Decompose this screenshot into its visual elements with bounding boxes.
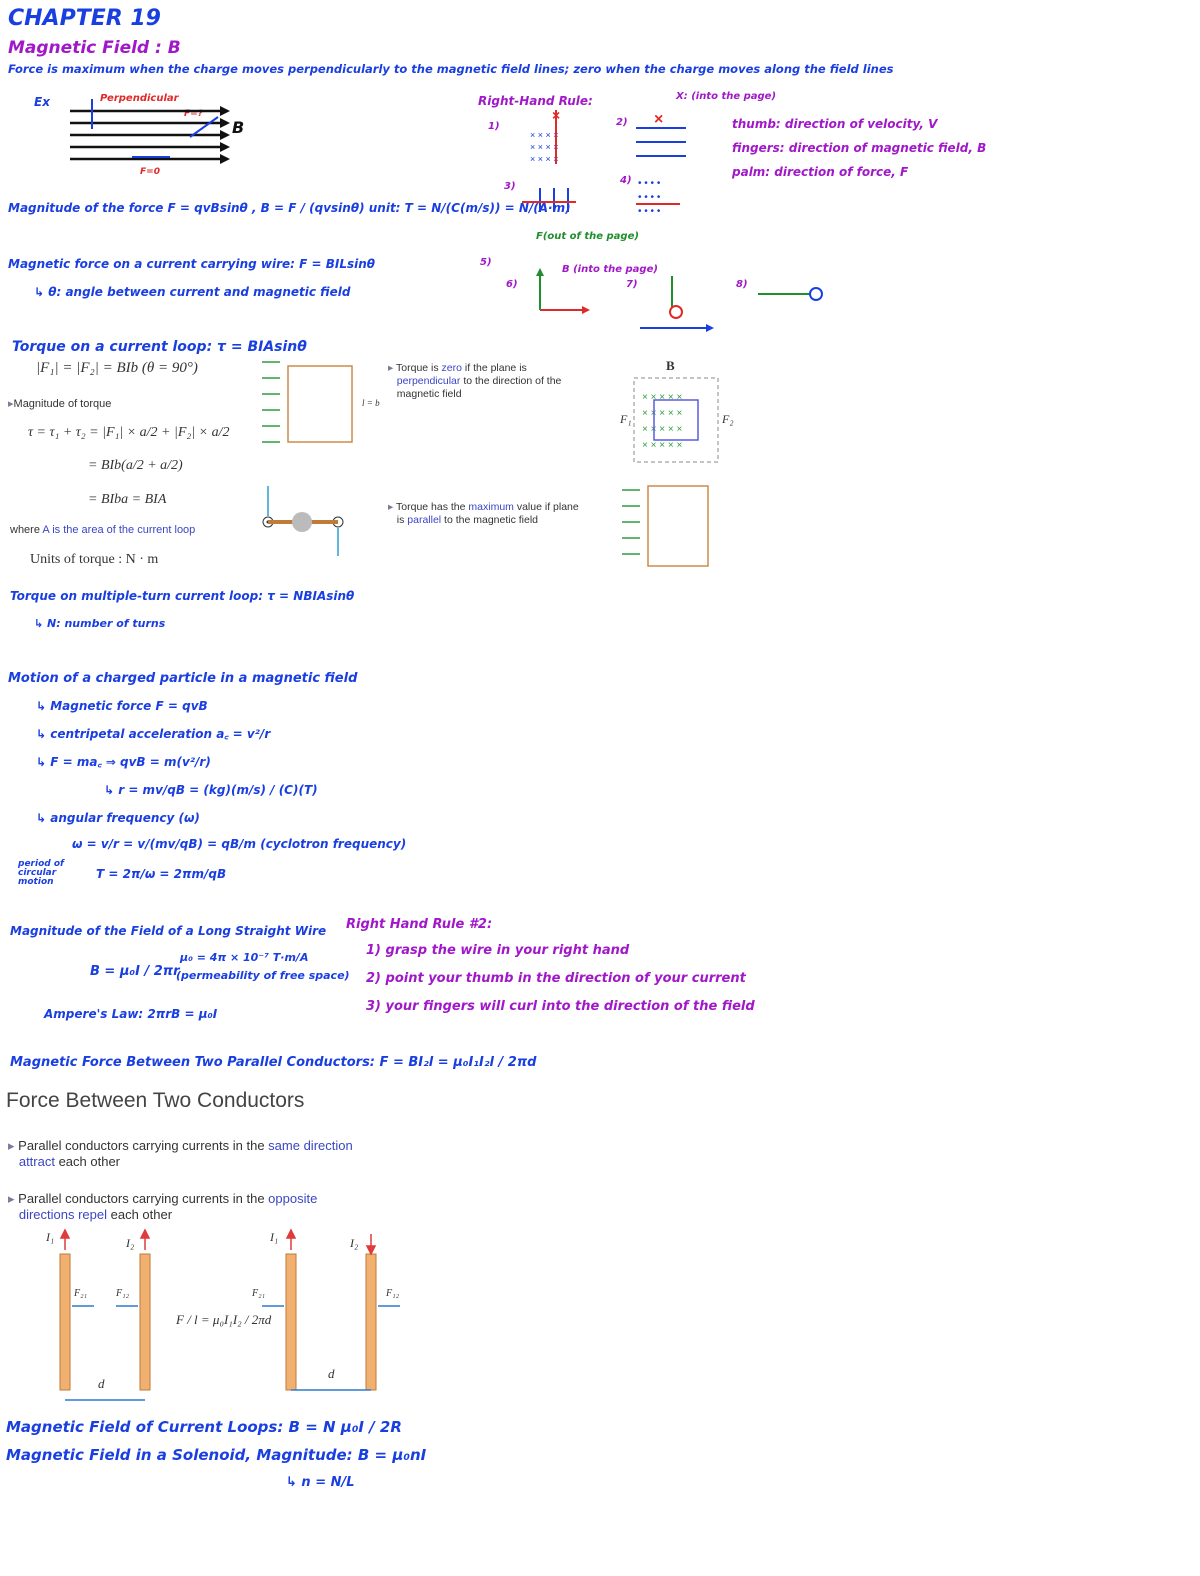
- b2-hl: opposite: [268, 1191, 318, 1206]
- torque-area-note: [10, 524, 195, 538]
- loops-l1: Magnetic Field of Current Loops: B = N μ₀I / 2R: [6, 1418, 402, 1436]
- ampere-law: Ampere's Law: 2πrB = μ₀I: [44, 1007, 218, 1021]
- area-prefix: where: [10, 524, 43, 536]
- f-max-label: F=?: [184, 109, 203, 119]
- zero-note-3: perpendicular: [396, 375, 461, 388]
- loops-l2: Magnetic Field in a Solenoid, Magnitude: B = μ₀nI: [6, 1446, 427, 1464]
- i1-right: I₁: [270, 1230, 279, 1244]
- rhr-ex2: 2): [616, 117, 628, 128]
- rhr-ex5: 5): [480, 257, 492, 268]
- motion-l2: ↳ centripetal acceleration a꜀ = v²/r: [36, 727, 271, 741]
- parallel-formula: F / l = μ₀I₁I₂ / 2πd: [176, 1312, 272, 1327]
- b-in-label: B: [666, 358, 675, 373]
- zero-note-5: magnetic field: [396, 388, 462, 401]
- rhr-diagrams: [500, 108, 880, 338]
- svg-text:× × × × ×: × × × × ×: [642, 424, 683, 435]
- svg-text:× × × ×: × × × ×: [530, 142, 559, 152]
- motion-l4: ↳ r = mv/qB = (kg)(m/s) / (C)(T): [104, 783, 318, 797]
- rhr-ex7: 7): [626, 279, 638, 290]
- max-note-4: parallel: [407, 514, 442, 527]
- svg-text:× × × × ×: × × × × ×: [642, 408, 683, 419]
- svg-text:• • • •: • • • •: [638, 178, 661, 189]
- svg-text:×: ×: [654, 111, 664, 128]
- loop-parallel-diagram: [618, 478, 718, 570]
- i2-right: I₂: [350, 1236, 359, 1250]
- force-magnitude: Magnitude of the force F = qvBsinθ , B = F / (qvsinθ) unit: T = N/(C(m/s)) = N/(A·m): [8, 201, 571, 215]
- rhr-into-page: X: (into the page): [676, 91, 777, 102]
- motion-period-label: period of circular motion: [18, 859, 64, 887]
- svg-text:• • • •: • • • •: [638, 192, 661, 203]
- rhr-fingers: fingers: direction of magnetic field, B: [732, 141, 987, 155]
- field-lines-diagram: [60, 95, 240, 175]
- example-label: Ex: [34, 95, 50, 109]
- force-note: Force is maximum when the charge moves perpendicularly to the magnetic field lines; zero when the charge moves along the field lines: [8, 62, 894, 76]
- f21-right: F₂₁: [252, 1288, 266, 1299]
- rhr2-title: Right Hand Rule #2:: [346, 917, 493, 932]
- svg-text:× × × ×: × × × ×: [530, 130, 559, 140]
- torque-zero-note: [388, 362, 561, 401]
- b2-hl2: directions repel: [18, 1207, 107, 1223]
- motion-l7: T = 2π/ω = 2πm/qB: [96, 867, 227, 881]
- torque-eq3: = BIb(a/2 + a/2): [88, 458, 183, 473]
- wire-field-perm: (permeability of free space): [176, 969, 350, 982]
- rhr2-step3: 3) your fingers will curl into the direction of the field: [366, 999, 755, 1014]
- zero-note-2: if the plane is: [461, 362, 527, 374]
- max-note-2: value if plane: [513, 501, 579, 513]
- max-note-1: Torque has the: [396, 501, 469, 513]
- parallel-bullet-2: [8, 1191, 317, 1224]
- f12-left: F₁₂: [116, 1288, 130, 1299]
- b1-hl2: attract: [18, 1154, 55, 1170]
- f21-left: F₂₁: [74, 1288, 88, 1299]
- loop-side-diagram: [258, 480, 378, 560]
- torque-eq2: τ = τ₁ + τ₂ = |F₁| × a/2 + |F₂| × a/2: [28, 425, 230, 440]
- rhr2-step1: 1) grasp the wire in your right hand: [366, 943, 630, 958]
- rhr-ex8: 8): [736, 279, 748, 290]
- f-zero-label: F=0: [140, 167, 160, 177]
- section-title-magnetic-field: Magnetic Field : B: [8, 38, 181, 58]
- b-field-label: B: [232, 118, 245, 137]
- wire-field-mu: μ₀ = 4π × 10⁻⁷ T·m/A: [180, 951, 309, 964]
- b-in-diagram: [632, 376, 722, 466]
- multi-turn-title: Torque on multiple-turn current loop: τ = NBIAsinθ: [10, 589, 355, 603]
- b2-pre: Parallel conductors carrying currents in the: [18, 1191, 269, 1206]
- rhr2-step2: 2) point your thumb in the direction of your current: [366, 971, 746, 986]
- f12-right: F₁₂: [386, 1288, 400, 1299]
- rhr-ex3: 3): [504, 181, 516, 192]
- chapter-title: CHAPTER 19: [8, 6, 161, 31]
- wire-force-title: Magnetic force on a current carrying wire: F = BILsinθ: [8, 257, 376, 271]
- b1-hl: same direction: [268, 1138, 353, 1153]
- b2-post: each other: [107, 1207, 173, 1223]
- rhr-ex4: 4): [620, 175, 632, 186]
- i1-left: I₁: [46, 1230, 55, 1244]
- svg-text:× × × ×: × × × ×: [530, 154, 559, 164]
- rhr-title: Right-Hand Rule:: [478, 94, 593, 108]
- f1-label: F₁: [620, 412, 632, 426]
- svg-text:× × × × ×: × × × × ×: [642, 392, 683, 403]
- loop-perpendicular-diagram: [258, 352, 378, 456]
- svg-text:×: ×: [552, 107, 561, 123]
- max-note-5: to the magnetic field: [441, 514, 539, 527]
- wire-field-title: Magnitude of the Field of a Long Straight Wire: [10, 924, 327, 938]
- multi-turn-sub: ↳ N: number of turns: [34, 617, 166, 630]
- torque-magnitude-label: ▸ Magnitude of torque: [8, 398, 111, 412]
- wire-field-eq: B = μ₀I / 2πr: [90, 964, 180, 979]
- parallel-force-hw: Magnetic Force Between Two Parallel Conductors: F = BI₂l = μ₀I₁I₂l / 2πd: [10, 1055, 537, 1070]
- max-note-3: is: [396, 514, 408, 527]
- loops-l3: ↳ n = N/L: [286, 1475, 355, 1490]
- b1-pre: Parallel conductors carrying currents in the: [18, 1138, 269, 1153]
- parallel-bullet-1: [8, 1138, 353, 1171]
- svg-text:× × × × ×: × × × × ×: [642, 440, 683, 451]
- motion-l1: ↳ Magnetic force F = qvB: [36, 699, 208, 713]
- motion-title: Motion of a charged particle in a magnetic field: [8, 671, 358, 686]
- rhr-ex6: 6): [506, 279, 518, 290]
- loop-length-label: l = b: [362, 398, 380, 408]
- area-note: A is the area of the current loop: [42, 524, 196, 536]
- rhr-f-out: F(out of the page): [536, 231, 639, 242]
- motion-l5: ↳ angular frequency (ω): [36, 811, 200, 825]
- svg-text:• • • •: • • • •: [638, 206, 661, 217]
- rhr-palm: palm: direction of force, F: [732, 165, 909, 179]
- rhr-b-into: B (into the page): [562, 264, 658, 275]
- torque-units: Units of torque : N · m: [30, 552, 159, 567]
- b1-post: each other: [54, 1154, 121, 1170]
- rhr-thumb: thumb: direction of velocity, V: [732, 117, 938, 131]
- parallel-heading: Force Between Two Conductors: [6, 1089, 305, 1112]
- d-right: d: [328, 1366, 335, 1381]
- torque-eq1: |F₁| = |F₂| = BIb (θ = 90°): [36, 360, 198, 376]
- torque-title: Torque on a current loop: τ = BIAsinθ: [12, 339, 307, 355]
- torque-max-note: [388, 501, 579, 527]
- wire-force-note: ↳ θ: angle between current and magnetic field: [34, 285, 351, 299]
- f2-label: F₂: [722, 412, 734, 426]
- motion-l3: ↳ F = ma꜀ ⇒ qvB = m(v²/r): [36, 755, 211, 769]
- rhr-ex1: 1): [488, 121, 500, 132]
- zero-note-4: to the direction of the: [460, 375, 562, 388]
- d-left: d: [98, 1376, 105, 1391]
- i2-left: I₂: [126, 1236, 135, 1250]
- zero-word: zero: [441, 362, 462, 374]
- motion-l6: ω = v/r = v/(mv/qB) = qB/m (cyclotron frequency): [72, 837, 407, 851]
- perpendicular-label: Perpendicular: [100, 93, 179, 104]
- max-word: maximum: [468, 501, 514, 513]
- zero-note-1: Torque is: [396, 362, 442, 374]
- torque-eq4: = BIba = BIA: [88, 492, 167, 507]
